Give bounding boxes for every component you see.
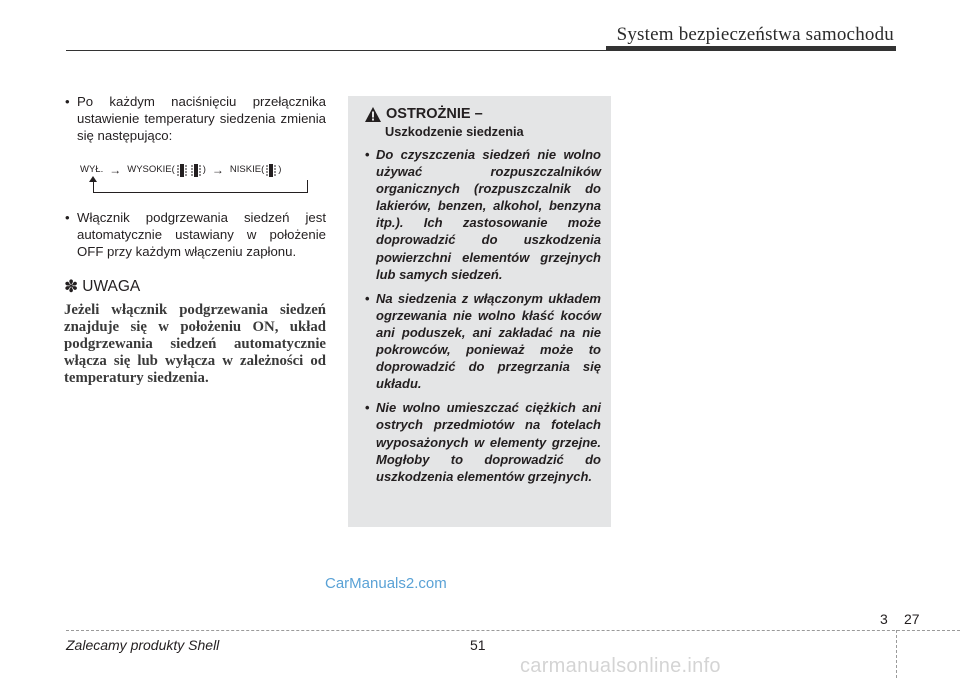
- note-asterisk-icon: ✽: [64, 276, 79, 296]
- caution-title: [365, 106, 601, 122]
- watermark-link[interactable]: CarManuals2.com: [325, 575, 447, 592]
- section-title: System bezpieczeństwa samochodu: [616, 24, 894, 45]
- seat-heat-icon: [190, 164, 202, 177]
- chapter-page-number: 27: [904, 611, 920, 627]
- note-heading-label: UWAGA: [82, 277, 141, 295]
- setting-high-label: WYSOKIE(: [127, 164, 175, 176]
- setting-off-label: WYŁ.: [80, 164, 104, 176]
- footer-divider: [66, 630, 960, 631]
- left-column: [64, 94, 326, 388]
- setting-low-label: NISKIE(: [229, 164, 265, 176]
- caution-item: • Do czyszczenia siedzeń nie wolno używać rozpuszczalników organicznych (rozpuszczalnik do lakierów, benzen, alkohol, benzyna itp.). Ich zastosowanie może doprowadzić do uszkodzenia powierzchni elementów grzejnych lub samych siedzeń.: [365, 146, 601, 283]
- loop-return-line: [93, 180, 308, 193]
- caution-subtitle: Uszkodzenie siedzenia: [385, 124, 524, 139]
- bullet-auto-off: • Włącznik podgrzewania siedzeń jest automatycznie ustawiany w położenie OFF przy każdym włączeniu zapłonu.: [64, 210, 326, 260]
- header-accent-bar: [606, 46, 896, 51]
- caution-item: • Nie wolno umieszczać ciężkich ani ostrych przedmiotów na fotelach wyposażonych w elementy grzejne. Mogłoby to doprowadzić do uszkodzenia elementów grzejnych.: [365, 399, 601, 484]
- note-body: Jeżeli włącznik podgrzewania siedzeń znajduje się w położeniu ON, układ podgrzewania siedzeń automatycznie włącza się lub wyłącza w zależności od temperatury siedzenia.: [64, 301, 326, 387]
- footer-vertical-divider: [896, 630, 897, 678]
- setting-high-close: ): [202, 164, 206, 176]
- warning-triangle-icon: [365, 107, 381, 122]
- chapter-number: 3: [880, 611, 888, 627]
- footer-page-number: 51: [470, 637, 486, 653]
- seat-heat-icon: [176, 164, 188, 177]
- bullet-seat-heat-cycle: • Po każdym naciśnięciu przełącznika ustawienie temperatury siedzenia zmienia się następująco:: [64, 94, 326, 144]
- heat-setting-diagram: [64, 154, 326, 202]
- seat-heat-icon: [265, 164, 277, 177]
- caution-box: [348, 96, 611, 527]
- note-heading: [64, 276, 326, 296]
- arrow-icon: →: [109, 163, 122, 178]
- footer-slogan: Zalecamy produkty Shell: [66, 637, 220, 653]
- setting-low-close: ): [278, 164, 282, 176]
- caution-item: • Na siedzenia z włączonym układem ogrzewania nie wolno kłaść koców ani poduszek, ani zakładać na nie pokrowców, ponieważ może to doprowadzić do przegrzania się układu.: [365, 290, 601, 393]
- caution-title-label: OSTROŻNIE –: [386, 106, 483, 122]
- arrow-icon: →: [211, 163, 224, 178]
- site-watermark: carmanualsonline.info: [520, 655, 721, 677]
- setting-sequence: [80, 162, 281, 179]
